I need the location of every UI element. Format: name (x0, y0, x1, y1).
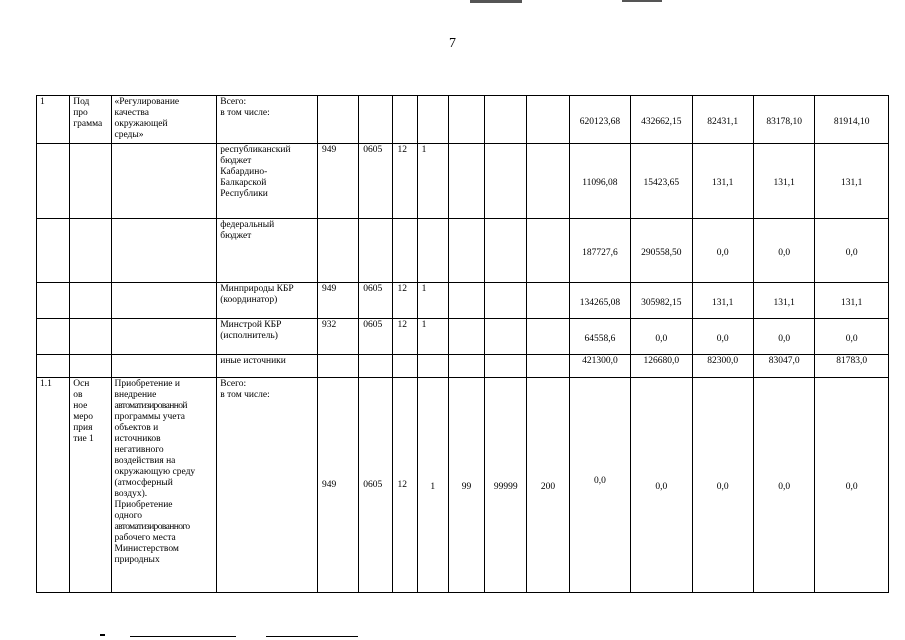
amount-cell: 0,0 (692, 219, 753, 283)
row-number: 1.1 (37, 378, 70, 593)
table-row (37, 144, 889, 219)
footer-dash (100, 634, 105, 636)
row-number: 1 (37, 96, 70, 144)
code-cell: 99 (448, 378, 484, 593)
amount-cell: 81914,10 (815, 96, 889, 144)
code-cell: 12 (393, 283, 417, 319)
measure-title-part: автоматизированной (114, 401, 187, 411)
amount-cell: 0,0 (569, 378, 630, 593)
amount-cell: 0,0 (815, 219, 889, 283)
row-kind: Под про грамма (70, 96, 111, 144)
code-cell (448, 96, 484, 144)
amount-cell: 131,1 (753, 283, 814, 319)
code-cell (527, 96, 569, 144)
amount-cell: 0,0 (631, 319, 692, 355)
measure-title-part: рабочего места Министерством природных (114, 533, 179, 565)
amount-cell: 0,0 (753, 378, 814, 593)
funding-source: федеральный бюджет (217, 219, 318, 283)
page-number: 7 (449, 36, 456, 51)
scan-artifact-mark-right (622, 0, 662, 2)
funding-source: иные источники (217, 355, 318, 378)
amount-cell: 126680,0 (631, 355, 692, 378)
rzpr-cell: 0605 (359, 319, 393, 355)
amount-cell: 0,0 (631, 378, 692, 593)
program-title: «Регулирование качества окружающей среды» (111, 96, 217, 144)
amount-cell: 187727,6 (569, 219, 630, 283)
amount-cell: 421300,0 (569, 355, 630, 378)
amount-cell: 0,0 (753, 319, 814, 355)
amount-cell: 131,1 (815, 144, 889, 219)
table-row (37, 378, 889, 593)
measure-title-part: Приобретение и внедрение (114, 379, 180, 400)
amount-cell: 83178,10 (753, 96, 814, 144)
table-row (37, 355, 889, 378)
amount-cell: 134265,08 (569, 283, 630, 319)
amount-cell: 131,1 (815, 283, 889, 319)
measure-title-part: программы учета объектов и источников негативного воздействия на окружающую среду (атмосферный воздух). Приобретение одного (114, 412, 196, 521)
amount-cell: 0,0 (815, 378, 889, 593)
code-cell (417, 96, 448, 144)
measure-title (111, 378, 217, 593)
rzpr-cell: 0605 (359, 144, 393, 219)
table-row (37, 219, 889, 283)
budget-table (36, 95, 889, 593)
rzpr-cell (359, 96, 393, 144)
amount-cell: 0,0 (692, 378, 753, 593)
funding-source: республиканский бюджет Кабардино- Балкарской Республики (217, 144, 318, 219)
code-cell: 1 (417, 283, 448, 319)
grbs-cell (317, 96, 358, 144)
amount-cell: 620123,68 (569, 96, 630, 144)
code-cell: 12 (393, 378, 417, 593)
amount-cell: 81783,0 (815, 355, 889, 378)
grbs-cell: 949 (317, 378, 358, 593)
amount-cell: 15423,65 (631, 144, 692, 219)
code-cell (393, 96, 417, 144)
table-row (37, 283, 889, 319)
amount-cell: 0,0 (815, 319, 889, 355)
amount-cell: 131,1 (692, 144, 753, 219)
funding-source: Всего: в том числе: (217, 378, 318, 593)
code-cell: 1 (417, 144, 448, 219)
grbs-cell: 949 (317, 144, 358, 219)
amount-cell: 82431,1 (692, 96, 753, 144)
amount-cell: 0,0 (753, 219, 814, 283)
amount-cell: 432662,15 (631, 96, 692, 144)
scan-artifact-mark-left (470, 0, 522, 3)
row-kind: Осн ов ное меро прия тие 1 (70, 378, 111, 593)
amount-cell: 64558,6 (569, 319, 630, 355)
grbs-cell: 932 (317, 319, 358, 355)
code-cell: 200 (527, 378, 569, 593)
amount-cell: 131,1 (692, 283, 753, 319)
amount-cell: 290558,50 (631, 219, 692, 283)
amount-cell: 131,1 (753, 144, 814, 219)
rzpr-cell: 0605 (359, 378, 393, 593)
rzpr-cell: 0605 (359, 283, 393, 319)
amount-cell: 11096,08 (569, 144, 630, 219)
code-cell: 1 (417, 378, 448, 593)
amount-cell: 305982,15 (631, 283, 692, 319)
table-row (37, 96, 889, 144)
grbs-cell: 949 (317, 283, 358, 319)
measure-title-part: автоматизированного (114, 522, 190, 532)
amount-cell: 83047,0 (753, 355, 814, 378)
amount-cell: 82300,0 (692, 355, 753, 378)
signature-line (266, 636, 358, 637)
funding-source: Всего: в том числе: (217, 96, 318, 144)
code-cell (485, 96, 527, 144)
table-row (37, 319, 889, 355)
funding-source: Минприроды КБР (координатор) (217, 283, 318, 319)
code-cell: 12 (393, 144, 417, 219)
code-cell: 1 (417, 319, 448, 355)
amount-cell: 0,0 (692, 319, 753, 355)
code-cell: 99999 (485, 378, 527, 593)
code-cell: 12 (393, 319, 417, 355)
funding-source: Минстрой КБР (исполнитель) (217, 319, 318, 355)
signature-line (130, 636, 236, 637)
